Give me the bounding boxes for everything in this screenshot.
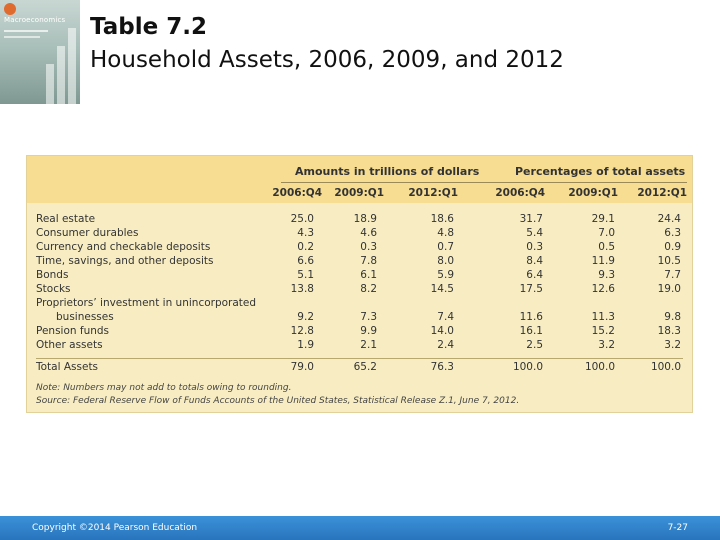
table-cell: 4.8	[437, 227, 454, 239]
table-cell: 14.5	[430, 283, 454, 295]
table-cell: 100.0	[512, 361, 543, 373]
table-row	[27, 241, 692, 255]
table-cell: 12.6	[591, 283, 615, 295]
cover-badge-icon	[4, 3, 16, 15]
table-cell: 7.0	[598, 227, 615, 239]
slide-subtitle: Household Assets, 2006, 2009, and 2012	[90, 47, 564, 73]
slide-title: Table 7.2	[90, 14, 207, 40]
table-cell: 9.8	[664, 311, 681, 323]
group-header-rule	[281, 182, 509, 183]
table-cell: 8.2	[360, 283, 377, 295]
row-label: Total Assets	[36, 361, 99, 373]
total-rule	[36, 358, 683, 359]
table-cell: 79.0	[290, 361, 314, 373]
table-cell: 2.4	[437, 339, 454, 351]
table-note: Note: Numbers may not add to totals owing to rounding.	[36, 383, 292, 393]
column-header: 2009:Q1	[334, 187, 384, 199]
row-label: Proprietors’ investment in unincorporated	[36, 297, 257, 309]
table-cell: 4.3	[297, 227, 314, 239]
cover-subtitle-line	[4, 30, 48, 32]
slide-footer	[0, 516, 720, 540]
table-cell: 18.9	[353, 213, 377, 225]
table-cell: 5.1	[297, 269, 314, 281]
table-cell: 9.3	[598, 269, 615, 281]
table-cell: 2.1	[360, 339, 377, 351]
table-cell: 6.4	[526, 269, 543, 281]
table-cell: 6.3	[664, 227, 681, 239]
table-cell: 8.0	[437, 255, 454, 267]
column-header: 2006:Q4	[272, 187, 322, 199]
table-cell: 11.6	[519, 311, 543, 323]
table-cell: 12.8	[290, 325, 314, 337]
table-source: Source: Federal Reserve Flow of Funds Accounts of the United States, Statistical Release Z.1, June 7, 2012.	[36, 396, 520, 406]
table-cell: 76.3	[430, 361, 454, 373]
table-cell: 7.4	[437, 311, 454, 323]
row-label: Other assets	[36, 339, 103, 351]
row-label: Time, savings, and other deposits	[36, 255, 214, 267]
table-cell: 0.5	[598, 241, 615, 253]
table-cell: 0.2	[297, 241, 314, 253]
table-row	[27, 255, 692, 269]
group-header-rule	[507, 182, 687, 183]
table-cell: 18.6	[430, 213, 454, 225]
table-cell: 16.1	[519, 325, 543, 337]
table-cell: 24.4	[657, 213, 681, 225]
table-cell: 3.2	[664, 339, 681, 351]
table-cell: 18.3	[657, 325, 681, 337]
table-cell: 25.0	[290, 213, 314, 225]
row-label: Bonds	[36, 269, 69, 281]
slide-number: 7-27	[667, 523, 688, 533]
table-row	[27, 213, 692, 227]
table-row-total	[27, 361, 692, 375]
table-cell: 8.4	[526, 255, 543, 267]
table-cell: 4.6	[360, 227, 377, 239]
household-assets-table	[26, 155, 693, 413]
table-cell: 2.5	[526, 339, 543, 351]
table-cell: 6.6	[297, 255, 314, 267]
table-row	[27, 311, 692, 325]
table-cell: 0.3	[526, 241, 543, 253]
book-cover-image	[0, 0, 80, 104]
row-label: Consumer durables	[36, 227, 139, 239]
row-label: businesses	[56, 311, 114, 323]
cover-subtitle-line	[4, 36, 40, 38]
table-cell: 65.2	[353, 361, 377, 373]
cover-decoration	[57, 46, 65, 104]
column-header: 2012:Q1	[408, 187, 458, 199]
table-cell: 7.3	[360, 311, 377, 323]
row-label: Stocks	[36, 283, 71, 295]
table-cell: 13.8	[290, 283, 314, 295]
table-cell: 11.9	[591, 255, 615, 267]
table-cell: 100.0	[650, 361, 681, 373]
table-cell: 10.5	[657, 255, 681, 267]
table-row	[27, 325, 692, 339]
table-cell: 29.1	[591, 213, 615, 225]
table-cell: 5.9	[437, 269, 454, 281]
group-header-amounts: Amounts in trillions of dollars	[295, 165, 480, 178]
cover-decoration	[68, 28, 76, 104]
column-header: 2012:Q1	[637, 187, 687, 199]
table-cell: 6.1	[360, 269, 377, 281]
table-cell: 14.0	[430, 325, 454, 337]
table-cell: 15.2	[591, 325, 615, 337]
table-cell: 7.7	[664, 269, 681, 281]
copyright-text: Copyright ©2014 Pearson Education	[32, 523, 198, 533]
table-cell: 17.5	[519, 283, 543, 295]
table-cell: 0.9	[664, 241, 681, 253]
table-cell: 5.4	[526, 227, 543, 239]
table-cell: 1.9	[297, 339, 314, 351]
table-row	[27, 227, 692, 241]
table-cell: 100.0	[584, 361, 615, 373]
table-cell: 3.2	[598, 339, 615, 351]
cover-decoration	[46, 64, 54, 104]
table-cell: 9.9	[360, 325, 377, 337]
column-header: 2009:Q1	[568, 187, 618, 199]
column-header: 2006:Q4	[495, 187, 545, 199]
table-cell: 9.2	[297, 311, 314, 323]
table-cell: 0.7	[437, 241, 454, 253]
table-cell: 0.3	[360, 241, 377, 253]
table-cell: 19.0	[657, 283, 681, 295]
row-label: Real estate	[36, 213, 96, 225]
table-row	[27, 283, 692, 297]
table-cell: 7.8	[360, 255, 377, 267]
table-row	[27, 269, 692, 283]
table-cell: 31.7	[519, 213, 543, 225]
row-label: Currency and checkable deposits	[36, 241, 211, 253]
table-cell: 11.3	[591, 311, 615, 323]
group-header-percentages: Percentages of total assets	[515, 165, 686, 178]
row-label: Pension funds	[36, 325, 110, 337]
table-row	[27, 339, 692, 353]
cover-title: Macroeconomics	[4, 16, 66, 24]
table-row	[27, 297, 692, 311]
